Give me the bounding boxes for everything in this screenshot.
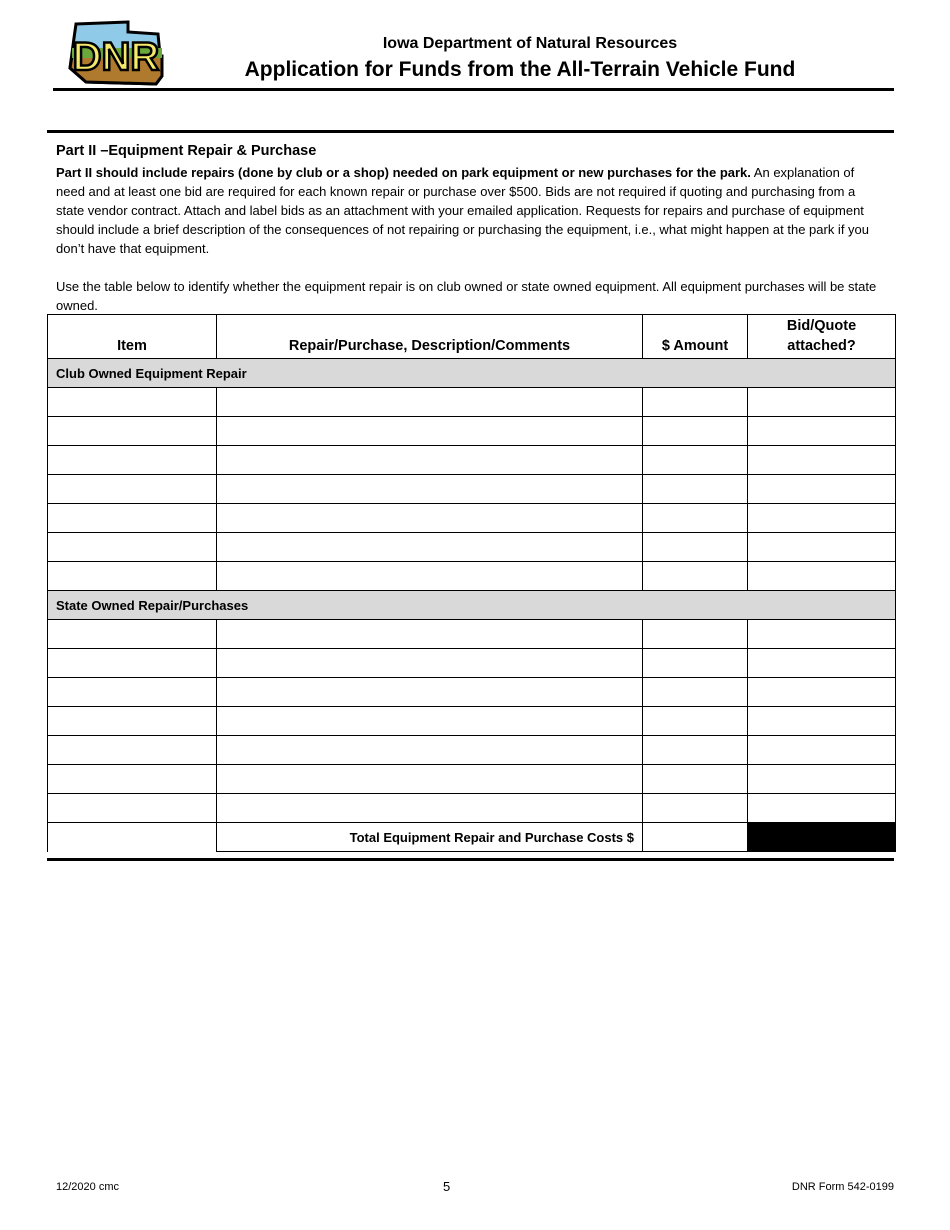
description-cell[interactable] [217,707,643,736]
intro-bold-text: Part II should include repairs (done by club or a shop) needed on park equipment or new purchases for the park. [56,165,751,180]
group-row-state [48,591,896,620]
table-row [48,707,896,736]
description-cell[interactable] [217,736,643,765]
item-cell[interactable] [48,533,217,562]
bid-cell[interactable] [748,678,896,707]
amount-cell[interactable] [643,794,748,823]
description-cell[interactable] [217,388,643,417]
description-cell[interactable] [217,649,643,678]
section-divider [47,130,894,133]
table-row [48,736,896,765]
amount-cell[interactable] [643,533,748,562]
item-cell[interactable] [48,620,217,649]
amount-cell[interactable] [643,649,748,678]
column-header-item: Item [48,315,217,359]
amount-cell[interactable] [643,504,748,533]
table-row [48,446,896,475]
table-row [48,504,896,533]
column-header-amount: $ Amount [643,315,748,359]
section-intro [56,163,886,258]
amount-cell[interactable] [643,475,748,504]
description-cell[interactable] [217,765,643,794]
group-label-club: Club Owned Equipment Repair [48,359,896,388]
total-amount-cell[interactable] [643,823,748,852]
footer-date: 12/2020 cmc [56,1181,119,1193]
bid-cell[interactable] [748,707,896,736]
item-cell[interactable] [48,707,217,736]
description-cell[interactable] [217,794,643,823]
section-title: Part II –Equipment Repair & Purchase [56,143,317,159]
group-label-state: State Owned Repair/Purchases [48,591,896,620]
item-cell[interactable] [48,562,217,591]
amount-cell[interactable] [643,562,748,591]
group-row-club [48,359,896,388]
amount-cell[interactable] [643,620,748,649]
table-row [48,388,896,417]
total-label: Total Equipment Repair and Purchase Costs $ [217,823,643,852]
amount-cell[interactable] [643,736,748,765]
description-cell[interactable] [217,417,643,446]
item-cell[interactable] [48,678,217,707]
description-cell[interactable] [217,504,643,533]
footer-page-number: 5 [443,1179,451,1194]
bid-cell[interactable] [748,649,896,678]
table-instructions: Use the table below to identify whether the equipment repair is on club owned or state owned equipment. All equipment purchases will be state owned. [56,279,877,313]
item-cell[interactable] [48,794,217,823]
item-cell[interactable] [48,417,217,446]
bid-cell[interactable] [748,620,896,649]
item-cell[interactable] [48,475,217,504]
description-cell[interactable] [217,533,643,562]
table-row [48,417,896,446]
table-row [48,794,896,823]
amount-cell[interactable] [643,707,748,736]
table-row [48,475,896,504]
table-row [48,562,896,591]
intro-text: An explanation of need and at least one bid are required for each known repair or purchase over $500. Bids are not required if quoting and purchasing from a state vendor contract. Attach and label bids as an attachment with your emailed application. Requests for repairs and purchase of equipment should include a brief description of the consequences of not repairing or purchasing the equipment, i.e., what might happen at the park if you don’t have that equipment. [56,165,870,256]
header-divider [53,88,894,91]
item-cell[interactable] [48,649,217,678]
description-cell[interactable] [217,562,643,591]
amount-cell[interactable] [643,678,748,707]
amount-cell[interactable] [643,417,748,446]
total-blacked-cell [748,823,896,852]
description-cell[interactable] [217,475,643,504]
bid-cell[interactable] [748,562,896,591]
description-cell[interactable] [217,678,643,707]
bid-cell[interactable] [748,417,896,446]
bid-cell[interactable] [748,388,896,417]
column-header-description: Repair/Purchase, Description/Comments [217,315,643,359]
description-cell[interactable] [217,446,643,475]
total-row [48,823,896,852]
item-cell[interactable] [48,765,217,794]
table-row [48,649,896,678]
footer-form-number: DNR Form 542-0199 [791,1181,894,1193]
table-row [48,620,896,649]
dnr-logo [66,18,170,88]
section-bottom-divider [47,858,894,861]
bid-cell[interactable] [748,736,896,765]
description-cell[interactable] [217,620,643,649]
bid-cell[interactable] [748,475,896,504]
bid-cell[interactable] [748,794,896,823]
bid-header-line2: attached? [787,338,856,354]
total-blank-cell [48,823,217,852]
bid-header-line1: Bid/Quote [786,318,857,334]
department-name: Iowa Department of Natural Resources [382,35,678,52]
amount-cell[interactable] [643,446,748,475]
item-cell[interactable] [48,388,217,417]
bid-cell[interactable] [748,446,896,475]
table-row [48,533,896,562]
bid-cell[interactable] [748,533,896,562]
table-header-row [48,315,896,359]
amount-cell[interactable] [643,388,748,417]
item-cell[interactable] [48,504,217,533]
column-header-bid [748,315,896,359]
item-cell[interactable] [48,446,217,475]
table-row [48,765,896,794]
amount-cell[interactable] [643,765,748,794]
bid-cell[interactable] [748,504,896,533]
bid-cell[interactable] [748,765,896,794]
page-title: Application for Funds from the All-Terrain Vehicle Fund [244,58,796,81]
item-cell[interactable] [48,736,217,765]
equipment-table [47,314,896,852]
table-row [48,678,896,707]
logo-text: DNR [72,35,160,79]
